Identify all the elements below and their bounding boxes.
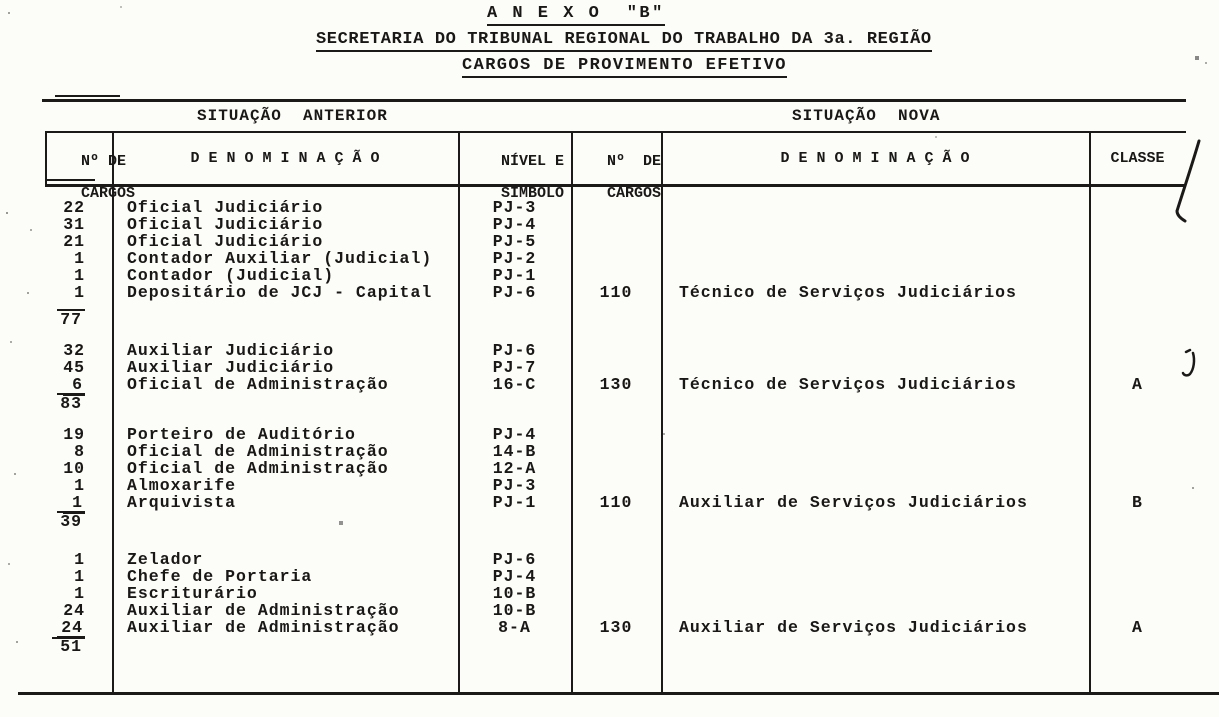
table-row: [0, 267, 1219, 284]
table-row: [0, 284, 1219, 301]
cell-nivel-simbolo: PJ-3: [492, 476, 537, 495]
scan-artifact-dash: [55, 95, 120, 97]
cell-count-old: 24: [63, 601, 85, 620]
cell-nivel-simbolo: 16-C: [492, 375, 537, 394]
cell-count-old: 1: [40, 494, 85, 511]
section-header-situacao-nova: SITUAÇÃO NOVA: [792, 107, 941, 125]
table-row-total: [0, 309, 1219, 329]
column-header-denominacao-new: D E N O M I N A Ç Ã O: [780, 150, 970, 167]
cell-denominacao-old: Chefe de Portaria: [127, 567, 313, 586]
cell-count-new: 130: [599, 618, 633, 637]
cell-nivel-simbolo: PJ-7: [492, 358, 537, 377]
cell-nivel-simbolo: PJ-1: [492, 266, 537, 285]
table-row: [0, 602, 1219, 619]
table-row: [0, 359, 1219, 376]
table-rule-under-sections: [45, 131, 1186, 133]
cell-count-new: 110: [599, 493, 633, 512]
cell-denominacao-new: Técnico de Serviços Judiciários: [679, 375, 1017, 394]
table-row: [0, 585, 1219, 602]
row-group-1: [0, 198, 1219, 329]
cell-denominacao-old: Oficial de Administração: [127, 459, 389, 478]
scan-noise: [0, 0, 2, 2]
cell-nivel-simbolo: 8-A: [498, 618, 531, 637]
cell-group-total: 39: [40, 511, 85, 530]
cell-classe: B: [1132, 493, 1143, 512]
cell-classe: A: [1132, 618, 1143, 637]
column-header-line: SÍMBOLO: [501, 185, 565, 202]
section-header-situacao-anterior: SITUAÇÃO ANTERIOR: [197, 107, 388, 125]
cell-count-new: 130: [599, 375, 633, 394]
cell-denominacao-old: Depositário de JCJ - Capital: [127, 283, 433, 302]
cell-count-old: 19: [63, 425, 85, 444]
cell-denominacao-old: Auxiliar de Administração: [127, 601, 400, 620]
table-row: [0, 460, 1219, 477]
cell-nivel-simbolo: PJ-5: [492, 232, 537, 251]
table-row: [0, 477, 1219, 494]
cell-nivel-simbolo: PJ-3: [492, 198, 537, 217]
cell-denominacao-old: Auxiliar Judiciário: [127, 341, 335, 360]
cell-denominacao-old: Auxiliar Judiciário: [127, 358, 335, 377]
cell-denominacao-old: Oficial Judiciário: [127, 232, 324, 251]
cell-count-old: 10: [63, 459, 85, 478]
column-header-classe: CLASSE: [1110, 150, 1165, 167]
row-group-2: [0, 341, 1219, 413]
cell-count-old: 1: [74, 476, 85, 495]
cell-count-old: 1: [74, 249, 85, 268]
table-row: [0, 199, 1219, 216]
cell-count-old: 1: [74, 283, 85, 302]
cell-nivel-simbolo: PJ-1: [492, 493, 537, 512]
cell-count-old: 32: [63, 341, 85, 360]
cell-denominacao-old: Escriturário: [127, 584, 258, 603]
cell-nivel-simbolo: PJ-6: [492, 550, 537, 569]
cell-nivel-simbolo: PJ-4: [492, 215, 537, 234]
document-title-secretaria: SECRETARIA DO TRIBUNAL REGIONAL DO TRABALHO DA 3a. REGIÃO: [316, 30, 932, 52]
cell-denominacao-new: Técnico de Serviços Judiciários: [679, 283, 1017, 302]
column-header-line: NÍVEL E: [501, 153, 565, 170]
cell-count-old: 45: [63, 358, 85, 377]
row-group-4: [0, 550, 1219, 656]
table-row: [0, 426, 1219, 443]
column-header-line: CARGOS: [81, 185, 136, 202]
cell-denominacao-old: Oficial de Administração: [127, 442, 389, 461]
cell-nivel-simbolo: 14-B: [492, 442, 537, 461]
table-border-bottom: [18, 692, 1219, 695]
cell-count-old: 31: [63, 215, 85, 234]
column-header-line: Nº DE: [81, 153, 127, 170]
cell-denominacao-old: Oficial de Administração: [127, 375, 389, 394]
column-header-line: Nº DE: [607, 153, 662, 170]
document-subtitle-cargos: CARGOS DE PROVIMENTO EFETIVO: [462, 56, 787, 78]
column-header-line: CARGOS: [607, 185, 662, 202]
cell-group-total: 83: [40, 393, 85, 412]
cell-denominacao-new: Auxiliar de Serviços Judiciários: [679, 493, 1028, 512]
cell-count-old: 1: [74, 584, 85, 603]
cell-group-total: 77: [40, 309, 85, 328]
cell-denominacao-old: Contador (Judicial): [127, 266, 335, 285]
cell-nivel-simbolo: PJ-6: [492, 341, 537, 360]
table-row: [0, 551, 1219, 568]
cell-nivel-simbolo: PJ-4: [492, 567, 537, 586]
cell-classe: A: [1132, 375, 1143, 394]
table-row: [0, 376, 1219, 393]
cell-denominacao-old: Oficial Judiciário: [127, 198, 324, 217]
cell-count-old: 21: [63, 232, 85, 251]
cell-denominacao-old: Zelador: [127, 550, 204, 569]
table-row: [0, 233, 1219, 250]
table-border-top: [42, 99, 1186, 102]
table-row-total: [0, 393, 1219, 413]
document-title-annex: A N E X O "B": [487, 4, 665, 26]
cell-count-old: 8: [74, 442, 85, 461]
cell-count-old: 24: [40, 619, 85, 636]
cell-nivel-simbolo: 10-B: [492, 601, 537, 620]
cell-denominacao-old: Contador Auxiliar (Judicial): [127, 249, 433, 268]
cell-denominacao-old: Almoxarife: [127, 476, 237, 495]
table-row-total: [0, 511, 1219, 531]
cell-count-old: 22: [63, 198, 85, 217]
table-row: [0, 216, 1219, 233]
cell-count-old: 6: [40, 376, 85, 393]
cell-nivel-simbolo: 10-B: [492, 584, 537, 603]
cell-nivel-simbolo: PJ-4: [492, 425, 537, 444]
cell-group-total: 51: [40, 636, 85, 655]
table-row: [0, 250, 1219, 267]
table-row: [0, 568, 1219, 585]
column-header-denominacao-old: D E N O M I N A Ç Ã O: [190, 150, 380, 167]
cell-denominacao-old: Oficial Judiciário: [127, 215, 324, 234]
cell-count-new: 110: [599, 283, 633, 302]
cell-denominacao-old: Auxiliar de Administração: [127, 618, 400, 637]
table-row: [0, 342, 1219, 359]
table-row-total: [0, 636, 1219, 656]
table-row: [0, 443, 1219, 460]
row-group-3: [0, 425, 1219, 531]
table-row: [0, 619, 1219, 636]
cell-denominacao-new: Auxiliar de Serviços Judiciários: [679, 618, 1028, 637]
cell-count-old: 1: [74, 550, 85, 569]
cell-nivel-simbolo: PJ-2: [492, 249, 537, 268]
cell-count-old: 1: [74, 567, 85, 586]
cell-nivel-simbolo: 12-A: [492, 459, 537, 478]
cell-denominacao-old: Porteiro de Auditório: [127, 425, 356, 444]
table-row: [0, 494, 1219, 511]
cell-count-old: 1: [74, 266, 85, 285]
cell-nivel-simbolo: PJ-6: [492, 283, 537, 302]
cell-denominacao-old: Arquivista: [127, 493, 237, 512]
